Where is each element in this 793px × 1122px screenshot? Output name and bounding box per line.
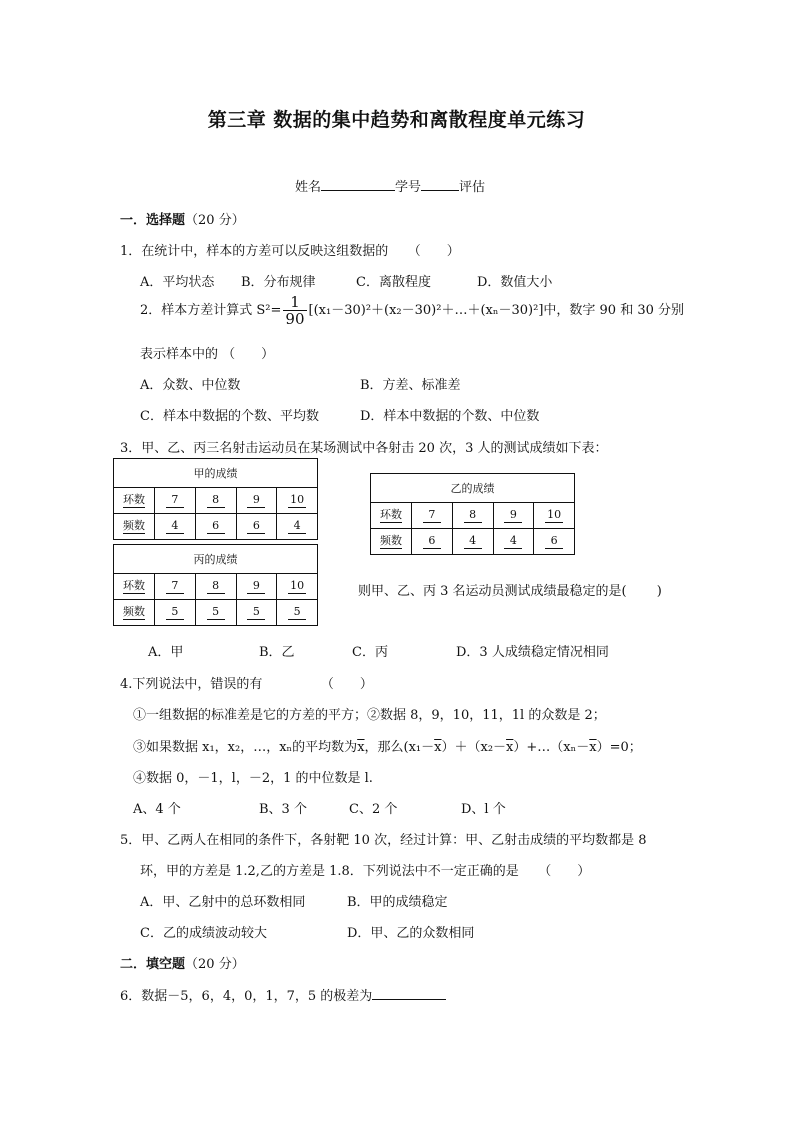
q3-option-a[interactable]: A．甲 [148,645,184,660]
q1-option-d[interactable]: D．数值大小 [477,275,553,290]
q2-option-b[interactable]: B．方差、标准差 [360,378,461,393]
score-table-bing [113,544,318,626]
q4-option-d[interactable]: D、l 个 [461,802,506,817]
q4-s3-part-b: ，那么(x₁－ [364,740,435,755]
row-label: 环数 [123,493,145,506]
q3-question: 则甲、乙、丙 3 名运动员测试成绩最稳定的是( ) [358,584,662,599]
q4-s3-part-d: ）+…（xₙ－ [513,740,590,755]
q4-option-a[interactable]: A、4 个 [133,802,181,817]
table-cell: 8 [207,493,225,508]
mean-symbol: $\overline{x}$ [357,740,365,755]
q2-stem [140,294,684,327]
q4-s3-part-a: ③如果数据 x₁，x₂，…，xₙ的平均数为 [133,740,358,755]
table-cell: 5 [166,605,184,620]
row-label: 环数 [380,508,402,521]
q6 [120,985,446,1004]
table-cell: 6 [207,519,225,534]
section1-heading [120,209,245,228]
table-cell: 4 [288,519,306,534]
row-label: 频数 [123,519,145,532]
table-cell: 7 [166,493,184,508]
table-cell: 4 [504,534,522,549]
q3-option-d[interactable]: D．3 人成绩稳定情况相同 [456,645,609,660]
q1-option-c[interactable]: C．离散程度 [356,275,431,290]
q4-statement-4: ④数据 0，－1，l，－2，1 的中位数是 l. [133,771,373,786]
table-caption: 丙的成绩 [114,545,318,574]
section1-title: 一．选择题 [120,213,186,228]
q6-stem: 6．数据－5，6，4，0，1，7，5 的极差为 [120,989,373,1004]
table-cell: 4 [166,519,184,534]
section1-points: （20 分） [185,213,245,228]
table-caption: 甲的成绩 [114,459,318,488]
q4-s3-part-c: ）＋（x₂－ [441,740,507,755]
q1-stem: 1．在统计中，样本的方差可以反映这组数据的 （ ） [120,244,460,259]
row-label: 频数 [123,605,145,618]
q2-option-d[interactable]: D．样本中数据的个数、中位数 [360,409,540,424]
q2-frac-num: 1 [283,294,306,311]
q3-option-c[interactable]: C．丙 [352,645,388,660]
score-table-jia [113,458,318,540]
table-cell: 10 [290,493,305,506]
name-blank[interactable] [321,178,395,191]
section2-heading [120,953,245,972]
mean-symbol: $\overline{x}$ [506,740,514,755]
table-cell: 9 [247,579,265,594]
eval-label: 评估 [459,180,486,195]
q5-option-a[interactable]: A．甲、乙射中的总环数相同 [140,895,306,910]
q3-stem: 3．甲、乙、丙三名射击运动员在某场测试中各射击 20 次，3 人的测试成绩如下表： [120,441,608,456]
q4-statement-3 [133,736,642,755]
table-cell: 10 [290,579,305,592]
q3-option-b[interactable]: B．乙 [259,645,295,660]
table-caption: 乙的成绩 [371,474,575,503]
id-label: 学号 [395,180,422,195]
table-cell: 10 [547,508,562,521]
q4-option-c[interactable]: C、2 个 [349,802,398,817]
q4-statement-1-2: ①一组数据的标准差是它的方差的平方；②数据 8，9，10，11，1l 的众数是 2； [133,708,606,723]
q5-option-b[interactable]: B．甲的成绩稳定 [347,895,448,910]
q2-suffix: [(x₁－30)²＋(x₂－30)²＋…＋(xₙ－30)²]中，数字 90 和 30 分别 [308,303,685,318]
q2-line2: 表示样本中的 （ ） [140,347,275,362]
table-cell: 7 [166,579,184,594]
q4-option-b[interactable]: B、3 个 [259,802,307,817]
q5-option-d[interactable]: D．甲、乙的众数相同 [347,926,475,941]
score-table-yi [370,473,575,555]
q1-option-a[interactable]: A．平均状态 [140,275,215,290]
table-cell: 8 [464,508,482,523]
table-cell: 8 [207,579,225,594]
q5-option-c[interactable]: C．乙的成绩波动较大 [140,926,267,941]
mean-symbol: $\overline{x}$ [434,740,442,755]
table-cell: 7 [423,508,441,523]
q2-option-c[interactable]: C．样本中数据的个数、平均数 [140,409,319,424]
q1-option-b[interactable]: B．分布规律 [241,275,316,290]
table-cell: 4 [464,534,482,549]
q6-answer-blank[interactable] [372,987,446,1000]
q5-line2: 环，甲的方差是 1.2,乙的方差是 1.8．下列说法中不一定正确的是 （ ） [140,864,591,879]
table-cell: 5 [288,605,306,620]
q2-frac-den: 90 [285,310,305,328]
table-cell: 9 [247,493,265,508]
table-cell: 5 [207,605,225,620]
section2-title: 二．填空题 [120,957,186,972]
table-cell: 6 [423,534,441,549]
q2-option-a[interactable]: A．众数、中位数 [140,378,241,393]
table-cell: 6 [247,519,265,534]
id-blank[interactable] [421,178,459,191]
table-cell: 9 [504,508,522,523]
q4-s3-part-e: ）=0； [596,740,642,755]
row-label: 环数 [123,579,145,592]
student-info-line [295,176,485,195]
q5-line1: 5．甲、乙两人在相同的条件下，各射靶 10 次，经过计算：甲、乙射击成绩的平均数都是 8 [120,833,647,848]
table-cell: 6 [545,534,563,549]
row-label: 频数 [380,534,402,547]
q4-stem: 4.下列说法中，错误的有 （ ） [120,677,373,692]
q2-prefix: 2．样本方差计算式 S²= [140,303,282,318]
page-title: 第三章 数据的集中趋势和离散程度单元练习 [207,109,586,131]
q2-fraction [283,294,306,327]
name-label: 姓名 [295,180,322,195]
table-cell: 5 [247,605,265,620]
mean-symbol: $\overline{x}$ [589,740,597,755]
section2-points: （20 分） [185,957,245,972]
